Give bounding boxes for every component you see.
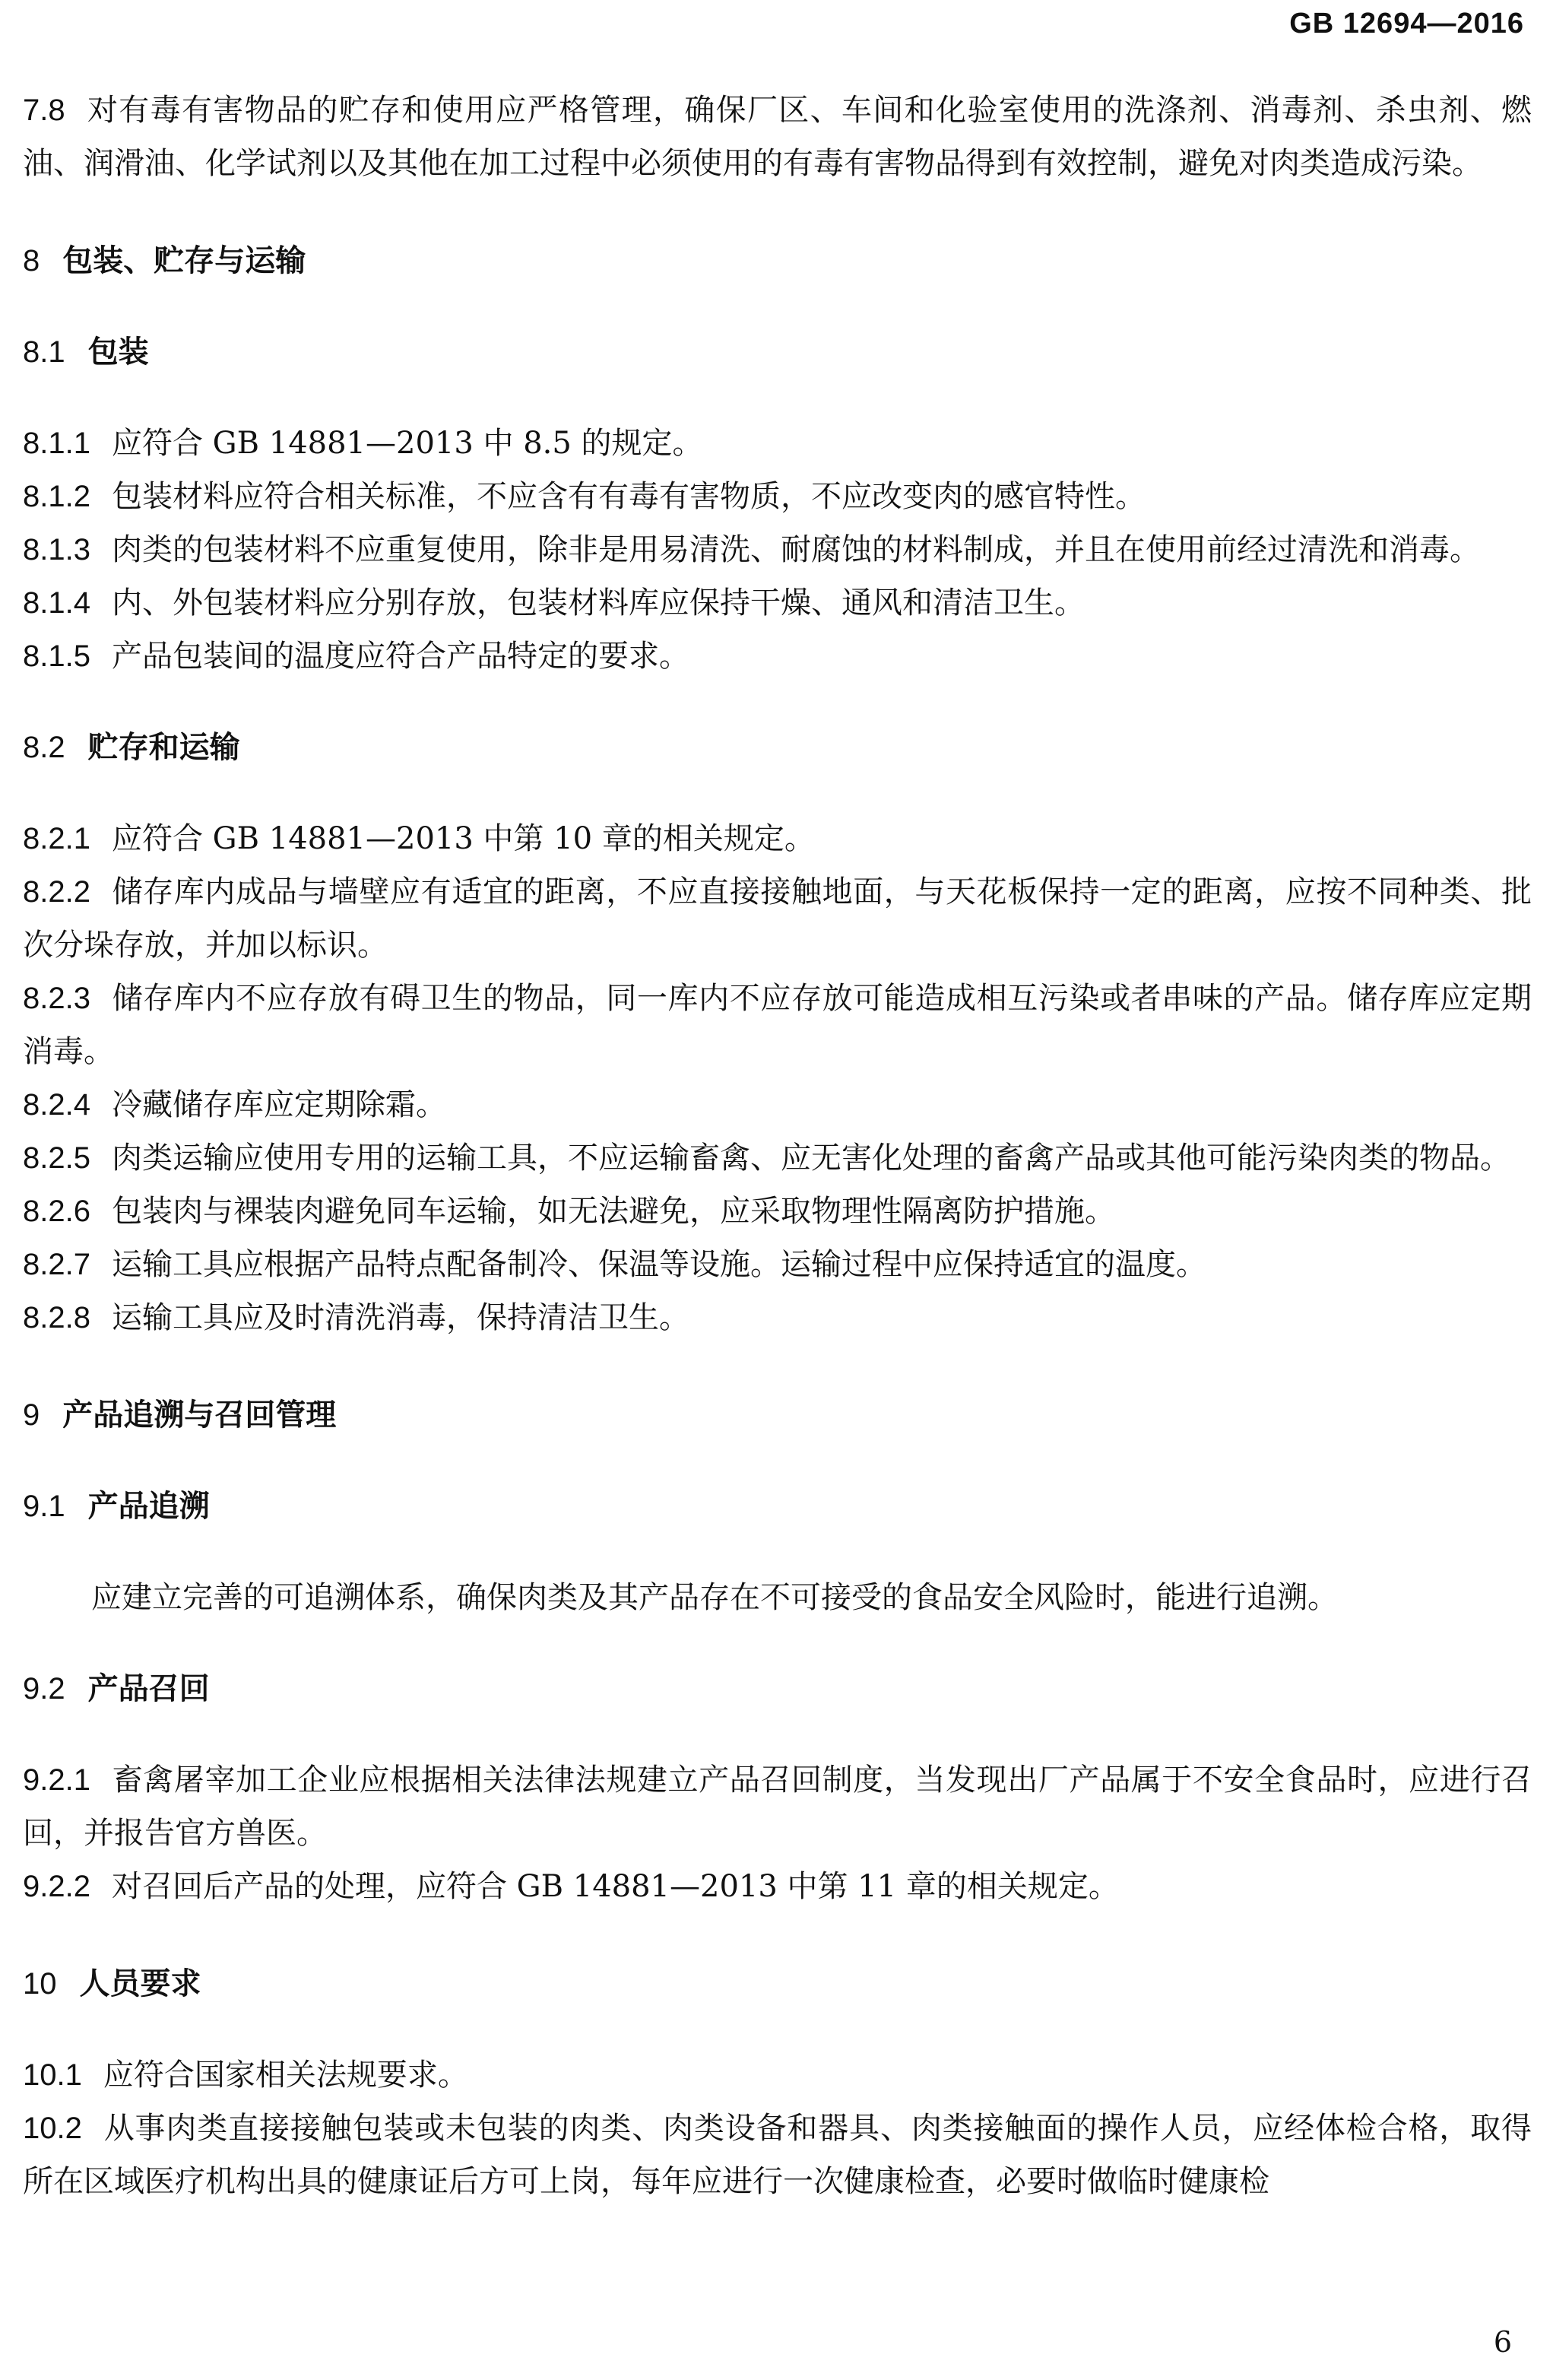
clause-8-2-3	[23, 972, 1532, 1078]
clause-number: 8.1.2	[23, 480, 90, 513]
section-heading-9	[23, 1388, 1532, 1442]
clause-text: 运输工具应及时清洗消毒，保持清洁卫生。	[111, 1300, 689, 1335]
section-title: 包装	[87, 335, 149, 370]
clause-number: 10.2	[23, 2112, 82, 2145]
clause-text: 内、外包装材料应分别存放，包装材料库应保持干燥、通风和清洁卫生。	[111, 585, 1085, 620]
clause-text: 运输工具应根据产品特点配备制冷、保温等设施。运输过程中应保持适宜的温度。	[111, 1247, 1206, 1282]
clause-10-1	[23, 2048, 1532, 2102]
clause-number: 7.8	[23, 94, 65, 127]
clause-10-2	[23, 2102, 1532, 2208]
section-title: 产品追溯	[87, 1489, 210, 1524]
clause-8-1-5	[23, 630, 1532, 683]
clause-8-2-6	[23, 1185, 1532, 1238]
clause-text: 畜禽屠宰加工企业应根据相关法律法规建立产品召回制度，当发现出厂产品属于不安全食品时，应进行召回，并报告官方兽医。	[23, 1763, 1532, 1851]
clause-text: 产品包装间的温度应符合产品特定的要求。	[111, 639, 689, 674]
section-number: 10	[23, 1967, 57, 2001]
clause-text: 冷藏储存库应定期除霜。	[111, 1087, 446, 1122]
clause-number: 8.1.1	[23, 427, 90, 460]
section-number: 8.2	[23, 731, 65, 764]
clause-text: 应符合国家相关法规要求。	[103, 2058, 468, 2093]
clause-text: 储存库内成品与墙壁应有适宜的距离，不应直接接触地面，与天花板保持一定的距离，应按不同种类、批次分垛存放，并加以标识。	[23, 874, 1532, 963]
subsection-heading-8-2	[23, 721, 1532, 774]
clause-8-1-1	[23, 417, 1532, 470]
clause-text: 包装肉与裸装肉避免同车运输，如无法避免，应采取物理性隔离防护措施。	[111, 1194, 1115, 1229]
clause-8-2-7	[23, 1238, 1532, 1291]
clause-9-1-text	[23, 1571, 1532, 1624]
clause-text: 肉类运输应使用专用的运输工具，不应运输畜禽、应无害化处理的畜禽产品或其他可能污染肉类的物品。	[111, 1141, 1510, 1176]
clause-text: 应符合 GB 14881—2013 中第 10 章的相关规定。	[111, 821, 815, 856]
clause-text: 储存库内不应存放有碍卫生的物品，同一库内不应存放可能造成相互污染或者串味的产品。储存库应定期消毒。	[23, 981, 1532, 1069]
clause-8-2-2	[23, 865, 1532, 972]
subsection-heading-9-1	[23, 1480, 1532, 1533]
clause-8-1-4	[23, 576, 1532, 630]
clause-number: 8.1.4	[23, 586, 90, 620]
clause-text: 从事肉类直接接触包装或未包装的肉类、肉类设备和器具、肉类接触面的操作人员，应经体检合格，取得所在区域医疗机构出具的健康证后方可上岗，每年应进行一次健康检查，必要时做临时健康检	[23, 2111, 1532, 2199]
clause-number: 8.2.6	[23, 1195, 90, 1228]
section-number: 8.1	[23, 335, 65, 369]
clause-number: 8.1.5	[23, 639, 90, 673]
clause-8-2-1	[23, 812, 1532, 865]
clause-text: 肉类的包装材料不应重复使用，除非是用易清洗、耐腐蚀的材料制成，并且在使用前经过清洗和消毒。	[111, 532, 1480, 567]
clause-9-2-2	[23, 1860, 1532, 1913]
section-title: 产品召回	[87, 1671, 210, 1706]
clause-number: 8.2.8	[23, 1301, 90, 1334]
clause-text: 对召回后产品的处理，应符合 GB 14881—2013 中第 11 章的相关规定。	[111, 1869, 1119, 1904]
section-title: 人员要求	[79, 1966, 201, 2001]
clause-7-8	[23, 84, 1532, 190]
clause-number: 8.2.3	[23, 982, 90, 1015]
clause-8-2-8	[23, 1291, 1532, 1344]
clause-8-2-5	[23, 1131, 1532, 1185]
clause-text: 应建立完善的可追溯体系，确保肉类及其产品存在不可接受的食品安全风险时，能进行追溯。	[91, 1580, 1338, 1615]
clause-8-1-2	[23, 470, 1532, 523]
section-number: 8	[23, 244, 40, 278]
clause-number: 8.1.3	[23, 533, 90, 566]
page-header-standard: GB 12694—2016	[1289, 8, 1524, 40]
clause-number: 8.2.7	[23, 1248, 90, 1281]
section-title: 产品追溯与召回管理	[62, 1398, 337, 1433]
section-number: 9.2	[23, 1672, 65, 1706]
section-heading-10	[23, 1957, 1532, 2010]
clause-text: 对有毒有害物品的贮存和使用应严格管理，确保厂区、车间和化验室使用的洗涤剂、消毒剂、杀虫剂、燃油、润滑油、化学试剂以及其他在加工过程中必须使用的有毒有害物品得到有效控制，避免对肉类造成污染。	[23, 93, 1532, 181]
clause-number: 8.2.2	[23, 875, 90, 909]
clause-number: 9.2.1	[23, 1763, 90, 1797]
clause-number: 10.1	[23, 2058, 82, 2092]
section-number: 9.1	[23, 1490, 65, 1523]
clause-text: 包装材料应符合相关标准，不应含有有毒有害物质，不应改变肉的感官特性。	[111, 479, 1146, 514]
section-title: 贮存和运输	[87, 730, 240, 765]
subsection-heading-8-1	[23, 325, 1532, 379]
clause-number: 9.2.2	[23, 1870, 90, 1903]
section-number: 9	[23, 1398, 40, 1432]
document-body	[23, 84, 1532, 2208]
clause-number: 8.2.5	[23, 1141, 90, 1175]
clause-number: 8.2.1	[23, 822, 90, 855]
clause-text: 应符合 GB 14881—2013 中 8.5 的规定。	[111, 426, 703, 461]
section-title: 包装、贮存与运输	[62, 243, 306, 278]
clause-8-2-4	[23, 1078, 1532, 1131]
clause-9-2-1	[23, 1753, 1532, 1860]
section-heading-8	[23, 234, 1532, 287]
clause-8-1-3	[23, 523, 1532, 576]
clause-number: 8.2.4	[23, 1088, 90, 1122]
subsection-heading-9-2	[23, 1662, 1532, 1715]
page-number: 6	[1493, 2325, 1512, 2359]
